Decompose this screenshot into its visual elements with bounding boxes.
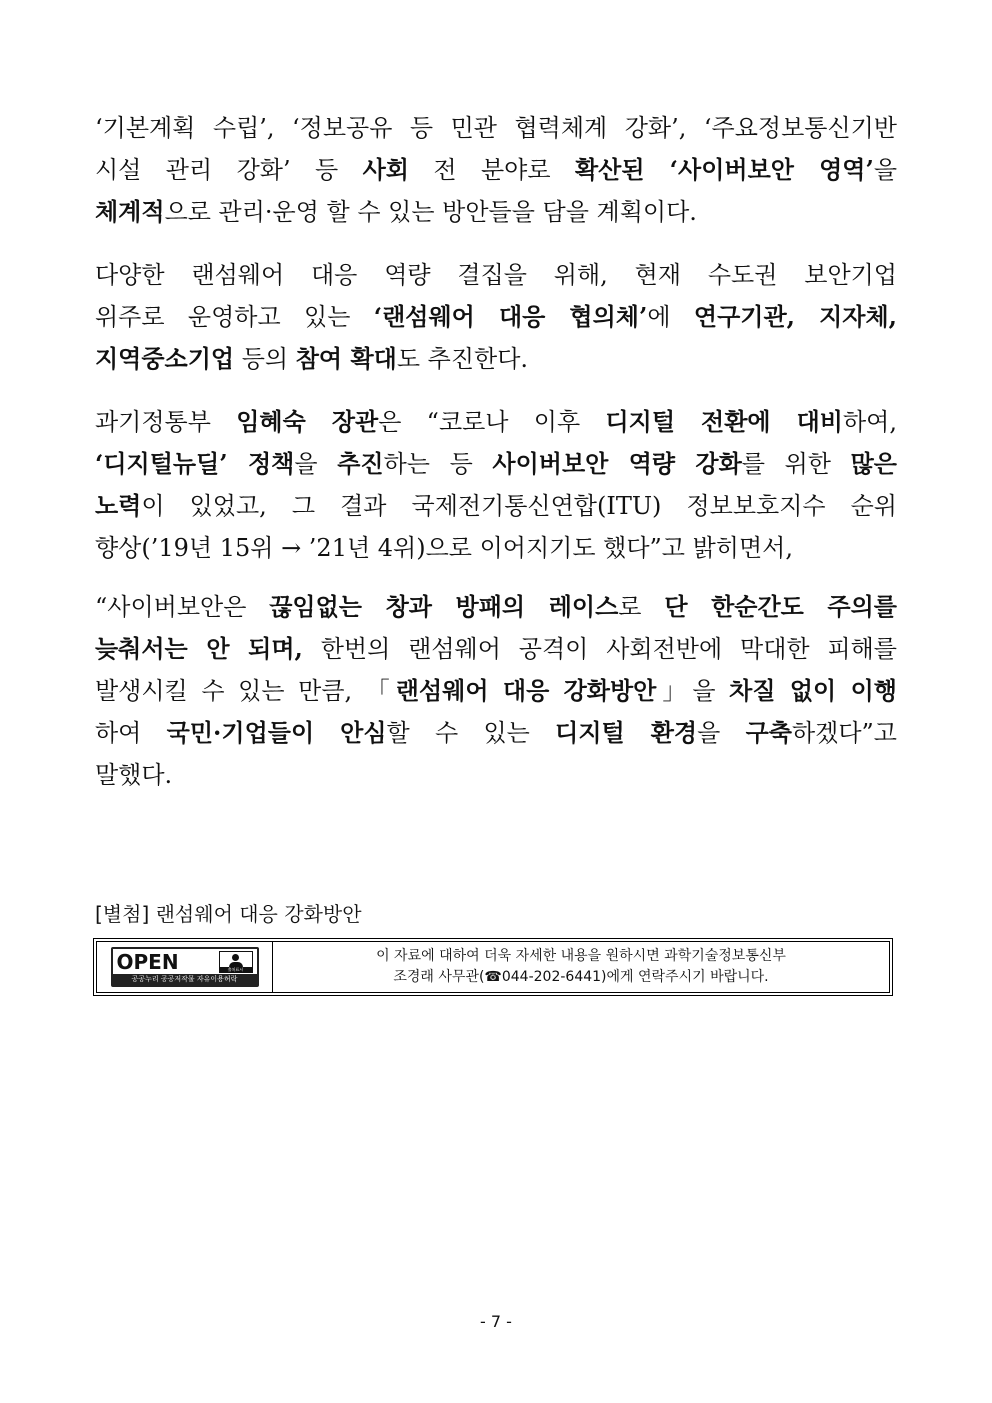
- text-run: 으로 관리·운영 할 수 있는 방안들을 담을 계획이다.: [164, 198, 697, 226]
- text-run: 이 있었고, 그 결과 국제전기통신연합(ITU) 정보보호지수 순위: [141, 492, 897, 520]
- bold-run: 참여 확대: [295, 344, 397, 373]
- bold-run: 늦춰서는 안 되며,: [95, 634, 303, 663]
- bold-run: 차질 없이 이행: [729, 676, 897, 705]
- bold-run: 단 한순간도 주의를: [664, 592, 897, 621]
- contact-info-box: [93, 938, 893, 996]
- bold-run: 임혜숙 장관: [236, 407, 379, 436]
- attribution-person-icon: [219, 951, 253, 973]
- contact-line-2: 조경래 사무관(☎044-202-6441)에게 연락주시기 바랍니다.: [393, 969, 769, 985]
- person-head-icon: [232, 954, 239, 961]
- text-line: [95, 670, 897, 712]
- attachment-label: [별첨] 랜섬웨어 대응 강화방안: [95, 902, 362, 926]
- bold-run: 디지털 환경: [555, 718, 698, 747]
- paragraph-minister-quote: [95, 401, 897, 569]
- text-line: [95, 296, 897, 338]
- text-line: [95, 401, 897, 443]
- bold-run: 지역중소기업: [95, 344, 235, 373]
- contact-info-inner: [96, 941, 890, 993]
- contact-text-cell: [273, 942, 889, 992]
- paragraph-plan-details: [95, 107, 897, 233]
- text-line: [95, 254, 897, 296]
- text-run: 발생시킬 수 있는 만큼, 「: [95, 677, 396, 705]
- bold-run: 끊임없는 창과 방패의 레이스: [269, 592, 619, 621]
- text-run: 에: [647, 303, 694, 331]
- bold-run: 구축: [745, 718, 792, 747]
- text-run: 한번의 랜섬웨어 공격이 사회전반에 막대한 피해를: [302, 635, 897, 663]
- bold-run: 사회: [362, 155, 409, 184]
- text-run: 은 “코로나 이후: [378, 408, 606, 436]
- logo-wordmark: OPEN: [116, 949, 179, 974]
- bold-run: 연구기관, 지자체,: [693, 302, 897, 331]
- text-run: “사이버보안은: [95, 593, 270, 621]
- bold-run: 추진: [337, 449, 384, 478]
- bold-run: ‘디지털뉴딜’ 정책: [95, 449, 295, 478]
- text-run: 할 수 있는: [386, 719, 556, 747]
- text-run: 향상(’19년 15위 → ’21년 4위)으로 이어지기도 했다”고 밝히면서,: [95, 534, 793, 562]
- text-line: [95, 485, 897, 527]
- text-run: 하여,: [843, 408, 897, 436]
- text-line: [95, 628, 897, 670]
- text-run: 하여: [95, 719, 167, 747]
- text-line: [95, 527, 897, 569]
- paragraph-minister-statement: [95, 586, 897, 796]
- text-run: 등의: [234, 345, 296, 373]
- paragraph-ransomware-council: [95, 254, 897, 380]
- text-run: 과기정통부: [95, 408, 237, 436]
- text-line: [95, 107, 897, 149]
- text-line: [95, 149, 897, 191]
- text-run: 을: [697, 719, 746, 747]
- kogl-open-license-logo: [111, 947, 259, 987]
- logo-caption: 공공누리 공공저작물 자유이용허락: [113, 974, 257, 985]
- text-run: 를 위한: [741, 450, 851, 478]
- text-run: 다양한 랜섬웨어 대응 역량 결집을 위해, 현재 수도권 보안기업: [95, 261, 897, 289]
- text-run: 」을: [656, 677, 730, 705]
- text-run: ‘기본계획 수립’, ‘정보공유 등 민관 협력체계 강화’, ‘주요정보통신기반: [95, 114, 897, 142]
- text-run: 하는 등: [383, 450, 493, 478]
- text-line: [95, 586, 897, 628]
- bold-run: 노력: [95, 491, 142, 520]
- bold-run: 디지털 전환에 대비: [605, 407, 843, 436]
- text-run: 위주로 운영하고 있는: [95, 303, 374, 331]
- text-line: [95, 191, 897, 233]
- text-run: 하겠다”고: [791, 719, 897, 747]
- text-run: 시설 관리 강화’ 등: [95, 156, 363, 184]
- text-line: [95, 338, 897, 380]
- text-run: 로: [618, 593, 665, 621]
- attribution-badge: 출처표시: [220, 967, 252, 972]
- bold-run: 확산된 ‘사이버보안 영역’: [574, 155, 874, 184]
- contact-line-1: 이 자료에 대하여 더욱 자세한 내용을 원하시면 과학기술정보통신부: [376, 948, 786, 964]
- text-run: 전 분야로: [408, 156, 575, 184]
- text-line: [95, 712, 897, 754]
- open-license-cell: [97, 942, 273, 992]
- bold-run: 국민·기업들이 안심: [166, 718, 387, 747]
- bold-run: ‘랜섬웨어 대응 협의체’: [373, 302, 648, 331]
- text-run: 을: [873, 156, 897, 184]
- logo-top: [113, 949, 257, 974]
- text-line: [95, 443, 897, 485]
- text-line: [95, 754, 897, 796]
- bold-run: 사이버보안 역량 강화: [492, 449, 742, 478]
- text-run: 도 추진한다.: [396, 345, 529, 373]
- bold-run: 체계적: [95, 197, 165, 226]
- bold-run: 많은: [850, 449, 897, 478]
- bold-run: 랜섬웨어 대응 강화방안: [395, 676, 657, 705]
- text-run: 을: [294, 450, 338, 478]
- page-number: - 7 -: [480, 1312, 512, 1331]
- text-run: 말했다.: [95, 761, 173, 789]
